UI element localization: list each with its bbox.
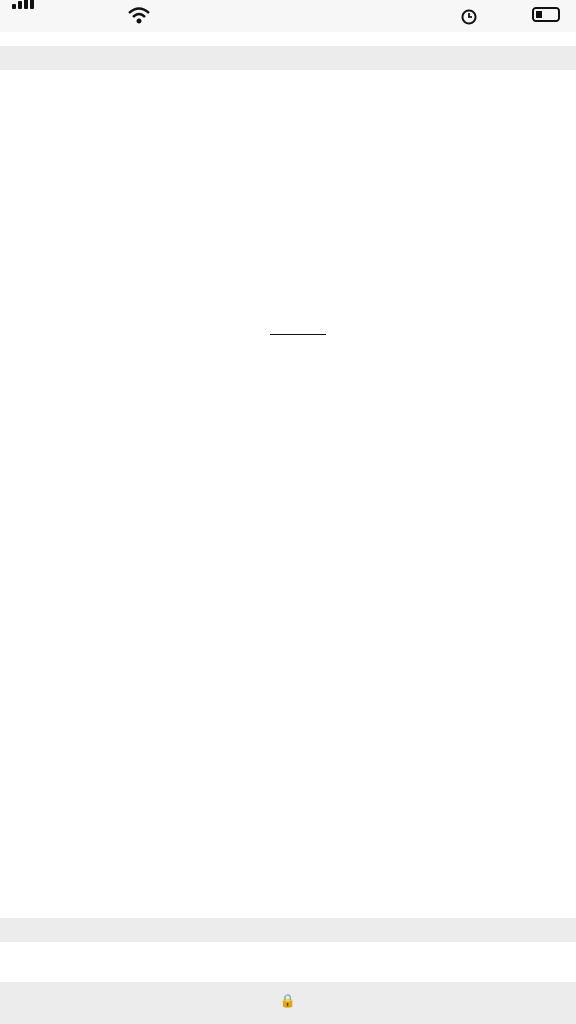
lock-icon: 🔒 [279, 994, 297, 1009]
status-bar [0, 0, 576, 32]
url-bar[interactable] [0, 990, 576, 1024]
previous-page [0, 32, 576, 46]
wifi-icon [128, 6, 150, 24]
alarm-icon [460, 7, 478, 25]
document-page [0, 70, 576, 918]
next-page [0, 942, 576, 982]
battery-icon [532, 7, 560, 22]
